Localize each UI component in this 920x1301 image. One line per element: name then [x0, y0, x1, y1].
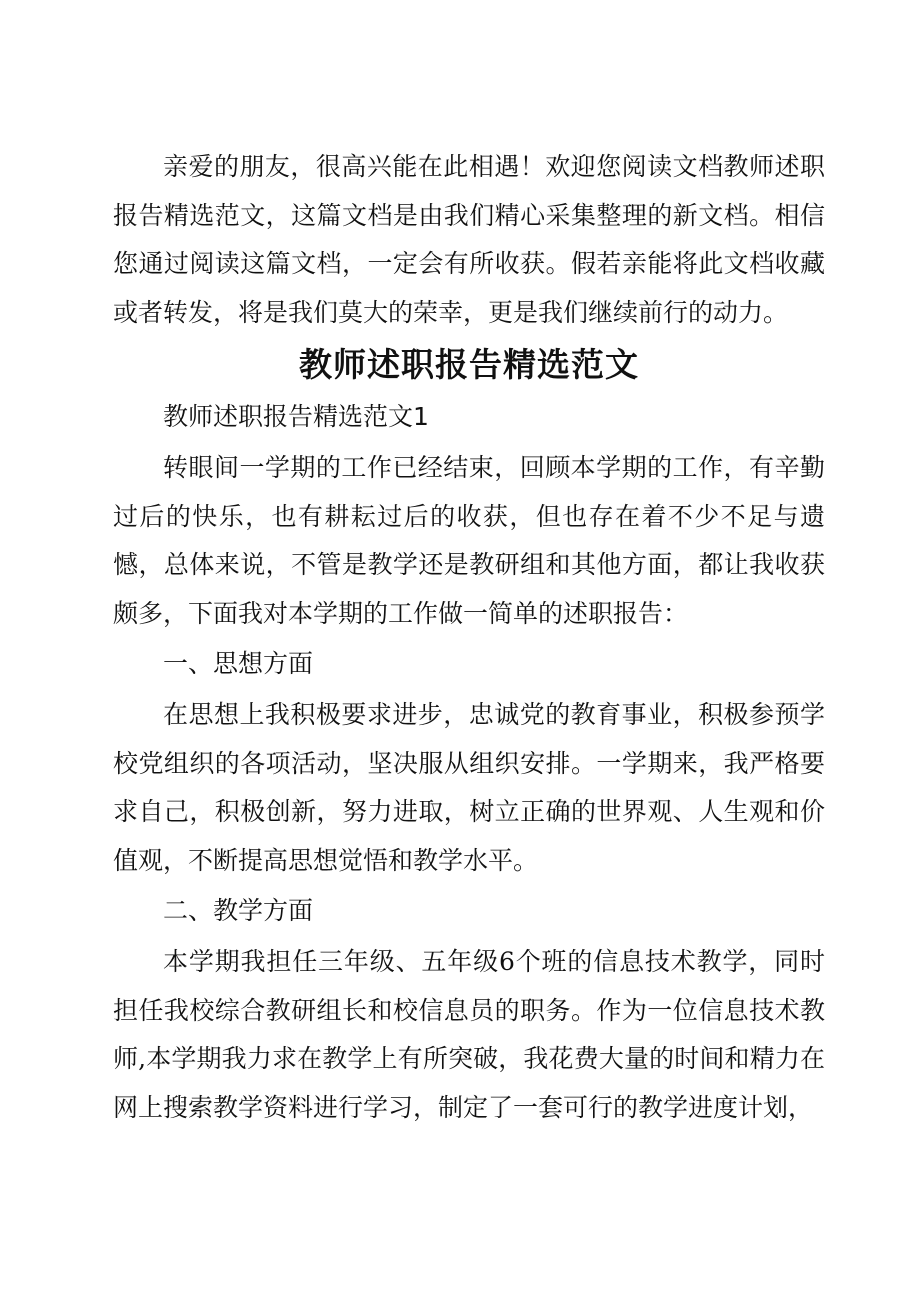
document-title: 教师述职报告精选范文: [299, 345, 639, 385]
section-body-teaching: 本学期我担任三年级、五年级6个班的信息技术教学，同时担任我校综合教研组长和校信息员的职务。作为一位信息技术教师,本学期我力求在教学上有所突破，我花费大量的时间和精力在网上搜索教学资料进行学习，制定了一套可行的教学进度计划，: [113, 946, 825, 1122]
section-heading-thought: 一、思想方面: [163, 649, 314, 679]
intro-paragraph: 亲爱的朋友，很高兴能在此相遇！欢迎您阅读文档教师述职报告精选范文，这篇文档是由我们精心采集整理的新文档。相信您通过阅读这篇文档，一定会有所收获。假若亲能将此文档收藏或者转发，将是我们莫大的荣幸，更是我们继续前行的动力。: [113, 152, 825, 327]
section-heading-teaching: 二、教学方面: [163, 896, 314, 926]
document-subtitle: 教师述职报告精选范文1: [163, 402, 429, 432]
document-content: [113, 143, 825, 1132]
opening-paragraph: 转眼间一学期的工作已经结束，回顾本学期的工作，有辛勤过后的快乐，也有耕耘过后的收获，但也存在着不少不足与遗憾，总体来说，不管是教学还是教研组和其他方面，都让我收获颇多，下面我对本学期的工作做一简单的述职报告：: [113, 452, 825, 628]
section-body-thought: 在思想上我积极要求进步，忠诚党的教育事业，积极参预学校党组织的各项活动，坚决服从组织安排。一学期来，我严格要求自己，积极创新，努力进取，树立正确的世界观、人生观和价值观，不断提高思想觉悟和教学水平。: [113, 699, 825, 875]
